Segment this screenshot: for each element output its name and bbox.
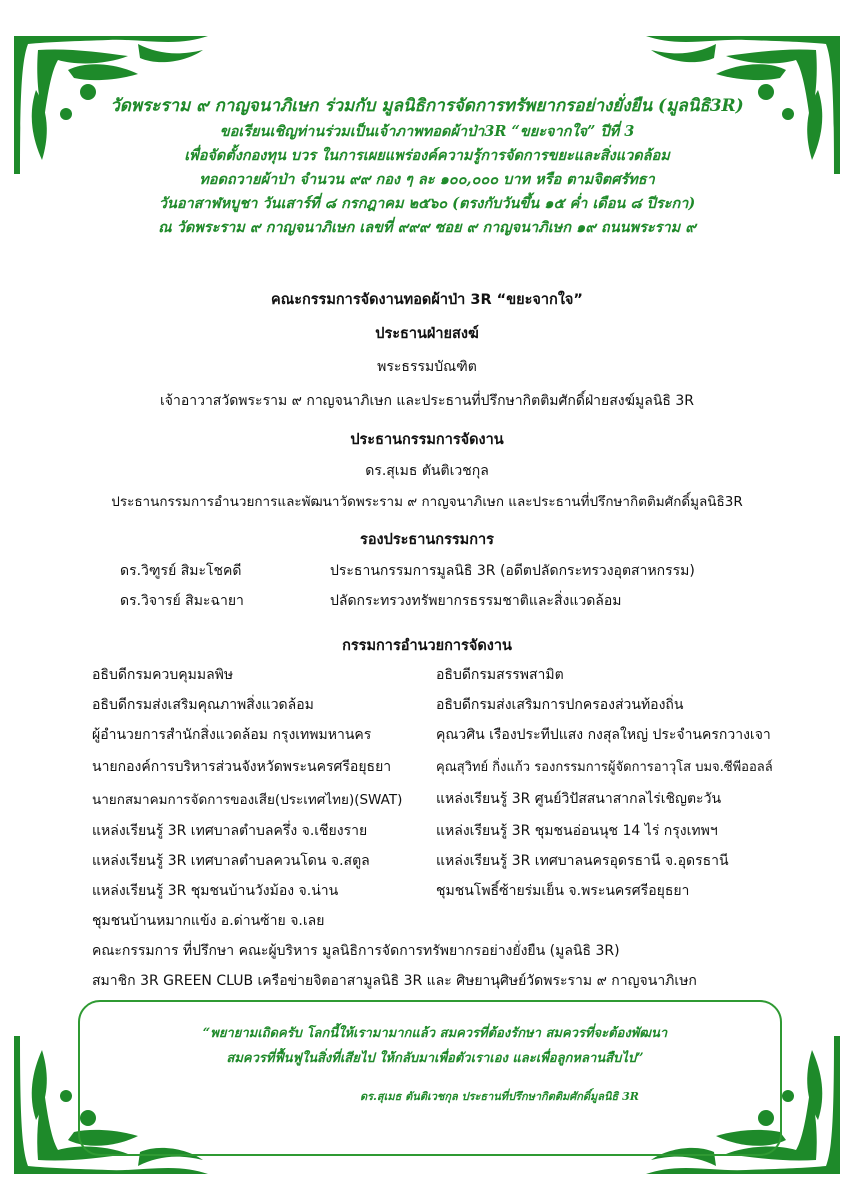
- director-right: ชุมชนโพธิ์ซ้ายร่มเย็น จ.พระนครศรีอยุธยา: [436, 883, 690, 899]
- quote-line-2: สมควรที่ฟื้นฟูในสิ่งที่เสียไป ให้กลับมาเพื่อตัวเราเอง และเพื่อลูกหลานสืบไป”: [226, 1051, 644, 1066]
- director-right: อธิบดีกรมสรรพสามิต: [436, 667, 564, 683]
- monk-chair-heading: ประธานฝ่ายสงฆ์: [375, 326, 479, 342]
- director-left: แหล่งเรียนรู้ 3R เทศบาลตำบลควนโดน จ.สตูล: [92, 853, 370, 869]
- vice-chair-name: ดร.วิฑูรย์ สิมะโชคดี: [120, 563, 242, 579]
- invitation-header: [40, 92, 814, 240]
- event-chair-role: ประธานกรรมการอำนวยการและพัฒนาวัดพระราม ๙ กาญจนาภิเษก และประธานที่ปรึกษากิตติมศักดิ์มูลนิธิ3R: [111, 494, 743, 510]
- vice-chair-role: ประธานกรรมการมูลนิธิ 3R (อดีตปลัดกระทรวงอุตสาหกรรม): [330, 563, 695, 579]
- director-left: แหล่งเรียนรู้ 3R เทศบาลตำบลครึ่ง จ.เชียงราย: [92, 823, 368, 839]
- director-right: แหล่งเรียนรู้ 3R ศูนย์วิปัสสนาสากลไร่เชิญตะวัน: [436, 791, 722, 807]
- vice-chair-name: ดร.วิจารย์ สิมะฉายา: [120, 593, 244, 609]
- header-line-2: ขอเรียนเชิญท่านร่วมเป็นเจ้าภาพทอดผ้าป่า3R “ขยะจากใจ” ปีที่ 3: [219, 123, 635, 140]
- header-line-3: เพื่อจัดตั้งกองทุน บวร ในการเผยแพร่องค์ความรู้การจัดการขยะและสิ่งแวดล้อม: [184, 147, 670, 164]
- directors-extra-line: คณะกรรมการ ที่ปรึกษา คณะผู้บริหาร มูลนิธิการจัดการทรัพยากรอย่างยั่งยืน (มูลนิธิ 3R): [92, 943, 620, 959]
- header-line-6: ณ วัดพระราม ๙ กาญจนาภิเษก เลขที่ ๙๙๙ ซอย ๙ กาญจนาภิเษก ๑๙ ถนนพระราม ๙: [158, 219, 696, 236]
- vice-chairs-heading: รองประธานกรรมการ: [360, 532, 494, 548]
- event-chair-name: ดร.สุเมธ ตันติเวชกุล: [365, 463, 489, 479]
- director-right: คุณสุวิทย์ กิ่งแก้ว รองกรรมการผู้จัดการอาวุโส บมจ.ซีพีออลล์: [436, 760, 773, 775]
- director-right: คุณวศิน เรืองประทีปแสง กงสุลใหญ่ ประจำนครกวางเจา: [436, 727, 771, 743]
- header-line-4: ทอดถวายผ้าป่า จำนวน ๙๙ กอง ๆ ละ ๑๐๐,๐๐๐ บาท หรือ ตามจิตศรัทธา: [199, 171, 655, 188]
- directors-extra-line: สมาชิก 3R GREEN CLUB เครือข่ายจิตอาสามูลนิธิ 3R และ ศิษยานุศิษย์วัดพระราม ๙ กาญจนาภิเษก: [92, 973, 697, 989]
- directors-heading: กรรมการอำนวยการจัดงาน: [342, 638, 512, 654]
- header-line-5: วันอาสาฬหบูชา วันเสาร์ที่ ๘ กรกฎาคม ๒๕๖๐ (ตรงกับวันขึ้น ๑๕ ค่ำ เดือน ๘ ปีระกา): [158, 195, 696, 212]
- monk-chair-name: พระธรรมบัณฑิต: [377, 359, 477, 375]
- quote-signature: ดร.สุเมธ ตันติเวชกุล ประธานที่ปรึกษากิตติมศักดิ์มูลนิธิ 3R: [360, 1090, 639, 1103]
- director-left: อธิบดีกรมส่งเสริมคุณภาพสิ่งแวดล้อม: [92, 697, 314, 713]
- committee-title: คณะกรรมการจัดงานทอดผ้าป่า 3R “ขยะจากใจ”: [271, 292, 583, 308]
- director-left: นายกสมาคมการจัดการของเสีย(ประเทศไทย)(SWAT): [92, 792, 403, 808]
- event-chair-heading: ประธานกรรมการจัดงาน: [350, 432, 504, 448]
- quote-line-1: “พยายามเถิดครับ โลกนี้ให้เรามามากแล้ว สมควรที่ต้องรักษา สมควรที่จะต้องพัฒนา: [202, 1026, 668, 1041]
- director-left: ผู้อำนวยการสำนักสิ่งแวดล้อม กรุงเทพมหานคร: [92, 727, 372, 743]
- director-right: อธิบดีกรมส่งเสริมการปกครองส่วนท้องถิ่น: [436, 697, 684, 713]
- vice-chair-role: ปลัดกระทรวงทรัพยากรธรรมชาติและสิ่งแวดล้อม: [330, 593, 622, 609]
- director-left: อธิบดีกรมควบคุมมลพิษ: [92, 667, 234, 683]
- monk-chair-role: เจ้าอาวาสวัดพระราม ๙ กาญจนาภิเษก และประธานที่ปรึกษากิตติมศักดิ์ฝ่ายสงฆ์มูลนิธิ 3R: [159, 393, 695, 409]
- director-right: แหล่งเรียนรู้ 3R ชุมชนอ่อนนุช 14 ไร่ กรุงเทพฯ: [436, 823, 718, 839]
- director-right: แหล่งเรียนรู้ 3R เทศบาลนครอุดรธานี จ.อุดรธานี: [436, 853, 729, 869]
- director-left: นายกองค์การบริหารส่วนจังหวัดพระนครศรีอยุธยา: [92, 759, 392, 775]
- header-line-1: วัดพระราม ๙ กาญจนาภิเษก ร่วมกับ มูลนิธิการจัดการทรัพยากรอย่างยั่งยืน (มูลนิธิ3R): [110, 96, 744, 116]
- director-left: ชุมชนบ้านหมากแข้ง อ.ด่านซ้าย จ.เลย: [92, 913, 325, 929]
- director-left: แหล่งเรียนรู้ 3R ชุมชนบ้านวังม้อง จ.น่าน: [92, 883, 339, 899]
